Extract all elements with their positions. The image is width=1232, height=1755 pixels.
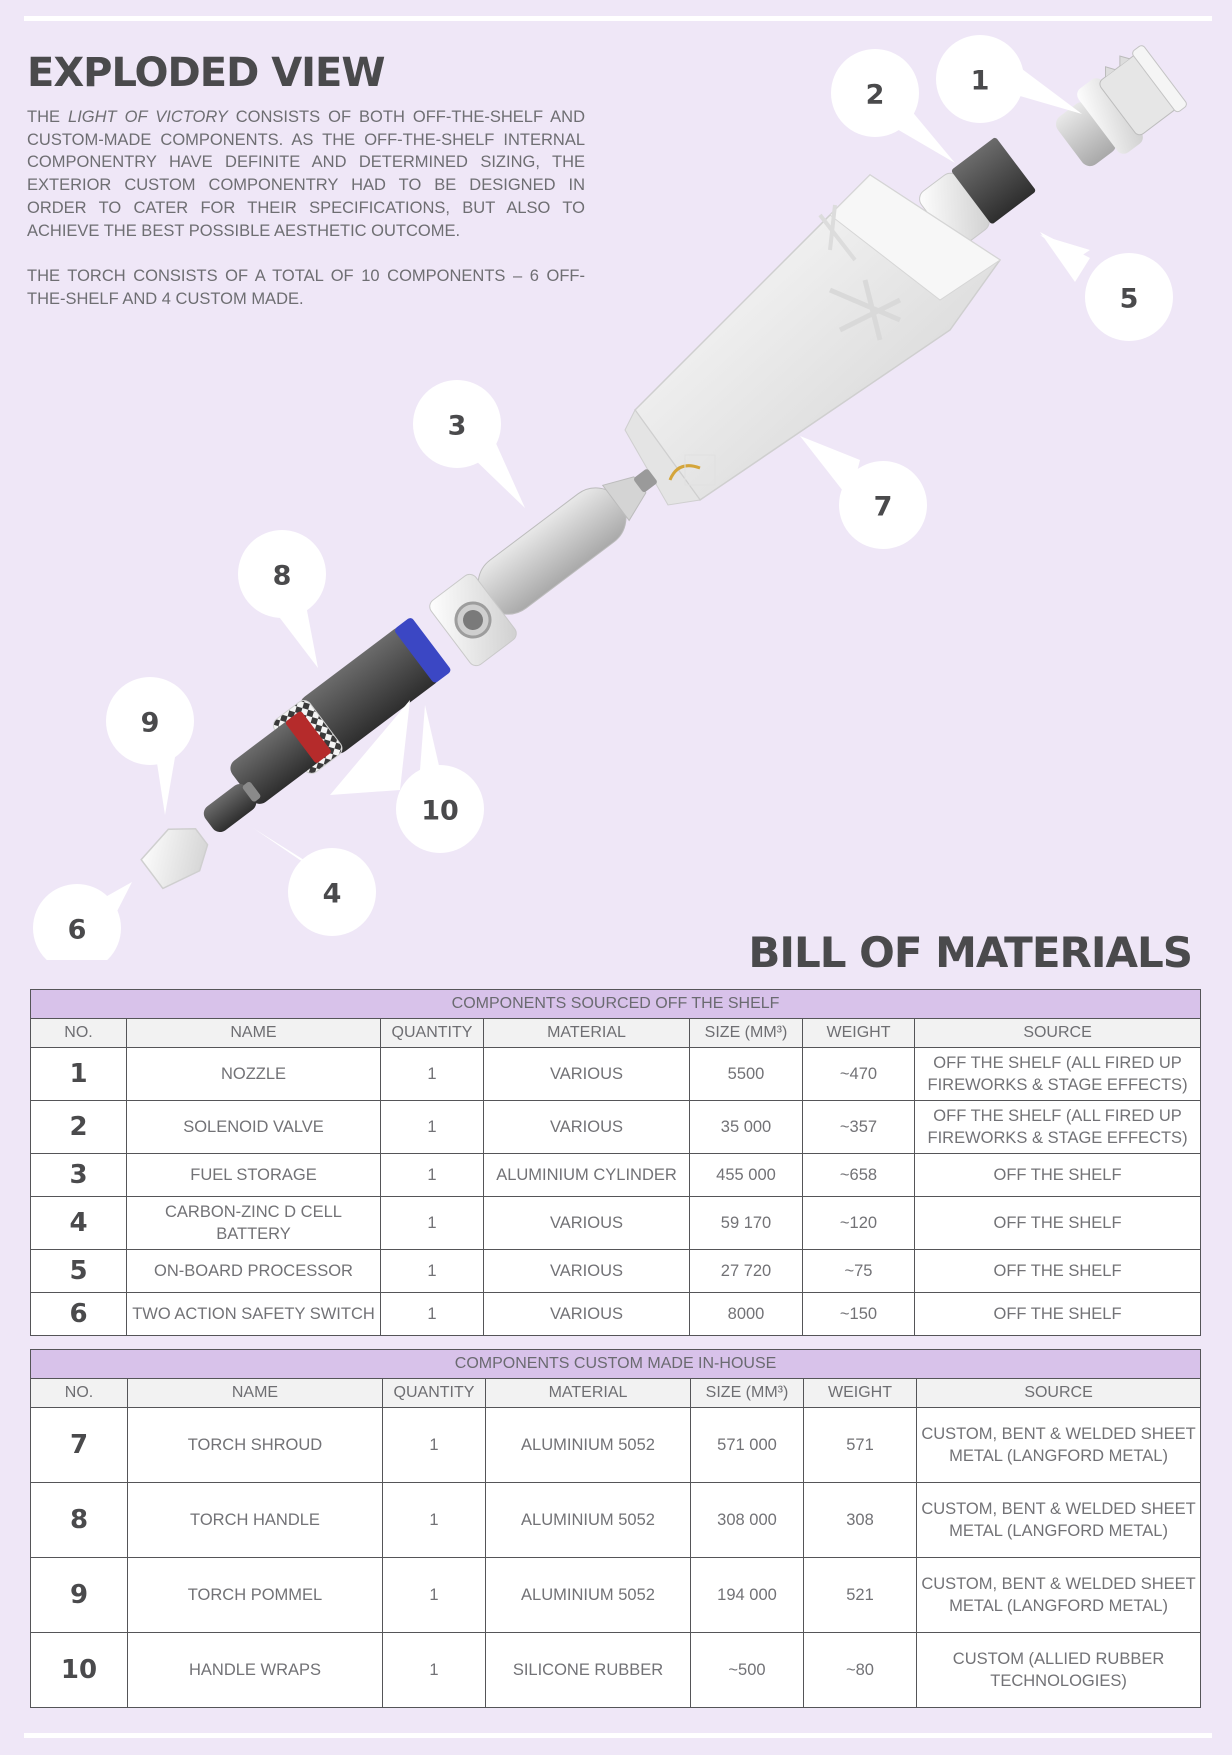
col-weight: WEIGHT	[804, 1379, 917, 1408]
cell-material: VARIOUS	[484, 1048, 690, 1101]
svg-text:8: 8	[272, 560, 292, 592]
cell-source: OFF THE SHELF	[915, 1154, 1201, 1197]
cell-weight: 521	[804, 1558, 917, 1633]
cell-name: FUEL STORAGE	[127, 1154, 381, 1197]
table-row	[31, 1633, 1201, 1708]
cell-quantity: 1	[381, 1250, 484, 1293]
cell-name: TWO ACTION SAFETY SWITCH	[127, 1293, 381, 1336]
part-torch-pommel	[136, 816, 217, 895]
cell-weight: ~75	[803, 1250, 915, 1293]
cell-name: TORCH HANDLE	[128, 1483, 383, 1558]
col-material: MATERIAL	[484, 1019, 690, 1048]
cell-size: 455 000	[690, 1154, 803, 1197]
cell-quantity: 1	[383, 1633, 486, 1708]
cell-name: SOLENOID VALVE	[127, 1101, 381, 1154]
cell-material: ALUMINIUM 5052	[486, 1408, 691, 1483]
bottom-divider	[24, 1733, 1212, 1738]
col-no: NO.	[31, 1019, 127, 1048]
callout-4	[253, 828, 376, 936]
table-row	[31, 1408, 1201, 1483]
cell-source: CUSTOM (ALLIED RUBBER TECHNOLOGIES)	[917, 1633, 1201, 1708]
table-row	[31, 1250, 1201, 1293]
section-header	[31, 990, 1201, 1019]
cell-quantity: 1	[381, 1197, 484, 1250]
intro-paragraph-2: THE TORCH CONSISTS OF A TOTAL OF 10 COMPONENTS – 6 OFF-THE-SHELF AND 4 CUSTOM MADE.	[27, 267, 585, 308]
column-headers	[31, 1019, 1201, 1048]
cell-source: OFF THE SHELF	[915, 1197, 1201, 1250]
callout-3	[413, 380, 525, 508]
part-nozzle	[1045, 41, 1189, 178]
cell-material: VARIOUS	[484, 1197, 690, 1250]
cell-no: 9	[31, 1558, 128, 1633]
cell-quantity: 1	[383, 1408, 486, 1483]
cell-quantity: 1	[381, 1101, 484, 1154]
cell-material: ALUMINIUM 5052	[486, 1558, 691, 1633]
cell-weight: 571	[804, 1408, 917, 1483]
callout-7	[800, 436, 927, 549]
exploded-view-title: EXPLODED VIEW	[27, 50, 385, 96]
cell-material: ALUMINIUM 5052	[486, 1483, 691, 1558]
col-quantity: QUANTITY	[381, 1019, 484, 1048]
cell-size: 571 000	[691, 1408, 804, 1483]
cell-name: HANDLE WRAPS	[128, 1633, 383, 1708]
cell-size: 35 000	[690, 1101, 803, 1154]
cell-material: VARIOUS	[484, 1250, 690, 1293]
intro-paragraph-1: THE LIGHT OF VICTORY CONSISTS OF BOTH OFF-THE-SHELF AND CUSTOM-MADE COMPONENTS. AS THE OFF-THE-SHELF INTERNAL COMPONENTRY HAVE DEFINITE AND DETERMINED SIZING, THE EXTERIOR CUSTOM COMPONENTRY HAD TO BE DESIGNED IN ORDER TO CATER FOR THEIR SPECIFICATIONS, BUT ALSO TO ACHIEVE THE BEST POSSIBLE AESTHETIC OUTCOME.	[27, 108, 585, 240]
cell-size: ~500	[691, 1633, 804, 1708]
section-header	[31, 1350, 1201, 1379]
cell-name: CARBON-ZINC D CELL BATTERY	[127, 1197, 381, 1250]
cell-source: CUSTOM, BENT & WELDED SHEET METAL (LANGFORD METAL)	[917, 1483, 1201, 1558]
callout-5	[1040, 232, 1173, 341]
cell-source: OFF THE SHELF (ALL FIRED UP FIREWORKS & STAGE EFFECTS)	[915, 1048, 1201, 1101]
cell-no: 3	[31, 1154, 127, 1197]
column-headers	[31, 1379, 1201, 1408]
cell-name: ON-BOARD PROCESSOR	[127, 1250, 381, 1293]
table-row	[31, 1101, 1201, 1154]
off-the-shelf-heading: COMPONENTS SOURCED OFF THE SHELF	[31, 990, 1201, 1019]
callout-1	[936, 35, 1082, 123]
col-name: NAME	[127, 1019, 381, 1048]
cell-size: 59 170	[690, 1197, 803, 1250]
svg-text:5: 5	[1119, 283, 1139, 315]
cell-material: VARIOUS	[484, 1293, 690, 1336]
svg-text:4: 4	[322, 878, 342, 910]
col-quantity: QUANTITY	[383, 1379, 486, 1408]
off-the-shelf-table	[30, 989, 1201, 1336]
svg-text:10: 10	[421, 795, 459, 827]
svg-text:6: 6	[67, 914, 87, 946]
callout-9	[106, 677, 194, 815]
cell-weight: ~470	[803, 1048, 915, 1101]
cell-material: ALUMINIUM CYLINDER	[484, 1154, 690, 1197]
cell-name: TORCH SHROUD	[128, 1408, 383, 1483]
col-source: SOURCE	[917, 1379, 1201, 1408]
table-row	[31, 1154, 1201, 1197]
cell-no: 4	[31, 1197, 127, 1250]
cell-weight: 308	[804, 1483, 917, 1558]
cell-no: 7	[31, 1408, 128, 1483]
table-row	[31, 1293, 1201, 1336]
part-torch-shroud	[625, 175, 1000, 505]
cell-quantity: 1	[381, 1154, 484, 1197]
cell-no: 6	[31, 1293, 127, 1336]
cell-source: OFF THE SHELF (ALL FIRED UP FIREWORKS & STAGE EFFECTS)	[915, 1101, 1201, 1154]
cell-no: 1	[31, 1048, 127, 1101]
cell-name: NOZZLE	[127, 1048, 381, 1101]
table-row	[31, 1558, 1201, 1633]
cell-weight: ~658	[803, 1154, 915, 1197]
col-size: SIZE (MM³)	[691, 1379, 804, 1408]
cell-no: 2	[31, 1101, 127, 1154]
cell-size: 5500	[690, 1048, 803, 1101]
cell-source: CUSTOM, BENT & WELDED SHEET METAL (LANGFORD METAL)	[917, 1558, 1201, 1633]
cell-quantity: 1	[383, 1558, 486, 1633]
col-source: SOURCE	[915, 1019, 1201, 1048]
cell-source: CUSTOM, BENT & WELDED SHEET METAL (LANGFORD METAL)	[917, 1408, 1201, 1483]
svg-text:2: 2	[865, 79, 885, 111]
cell-source: OFF THE SHELF	[915, 1293, 1201, 1336]
cell-quantity: 1	[383, 1483, 486, 1558]
table-row	[31, 1197, 1201, 1250]
custom-heading: COMPONENTS CUSTOM MADE IN-HOUSE	[31, 1350, 1201, 1379]
cell-material: SILICONE RUBBER	[486, 1633, 691, 1708]
cell-no: 8	[31, 1483, 128, 1558]
custom-made-table	[30, 1349, 1201, 1708]
svg-text:3: 3	[447, 410, 467, 442]
cell-size: 194 000	[691, 1558, 804, 1633]
cell-quantity: 1	[381, 1048, 484, 1101]
cell-size: 8000	[690, 1293, 803, 1336]
col-name: NAME	[128, 1379, 383, 1408]
col-no: NO.	[31, 1379, 128, 1408]
cell-weight: ~120	[803, 1197, 915, 1250]
callout-6	[33, 882, 132, 960]
cell-name: TORCH POMMEL	[128, 1558, 383, 1633]
cell-material: VARIOUS	[484, 1101, 690, 1154]
cell-no: 5	[31, 1250, 127, 1293]
cell-weight: ~150	[803, 1293, 915, 1336]
callout-2	[831, 49, 955, 163]
cell-weight: ~80	[804, 1633, 917, 1708]
col-material: MATERIAL	[486, 1379, 691, 1408]
callout-8	[238, 530, 326, 668]
table-row	[31, 1048, 1201, 1101]
cell-weight: ~357	[803, 1101, 915, 1154]
cell-size: 308 000	[691, 1483, 804, 1558]
cell-size: 27 720	[690, 1250, 803, 1293]
cell-source: OFF THE SHELF	[915, 1250, 1201, 1293]
col-weight: WEIGHT	[803, 1019, 915, 1048]
cell-quantity: 1	[381, 1293, 484, 1336]
table-row	[31, 1483, 1201, 1558]
svg-text:7: 7	[873, 491, 893, 523]
svg-text:1: 1	[970, 65, 990, 97]
col-size: SIZE (MM³)	[690, 1019, 803, 1048]
bill-of-materials-title: BILL OF MATERIALS	[748, 928, 1192, 977]
cell-no: 10	[31, 1633, 128, 1708]
svg-text:9: 9	[140, 707, 160, 739]
